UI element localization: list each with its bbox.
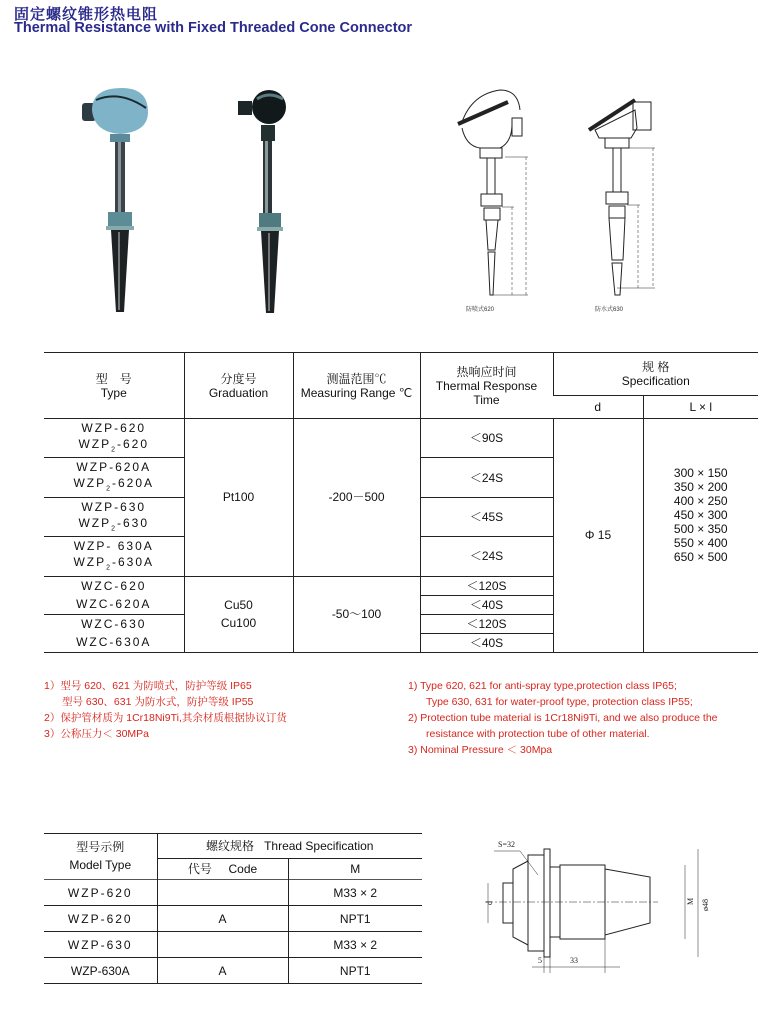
note-cn-1b: 型号 630、631 为防水式，防护等级 IP55 xyxy=(62,696,254,708)
product-photo-620 xyxy=(80,80,160,315)
type-cell: WZC-630A xyxy=(76,635,152,650)
m-cell: M33 × 2 xyxy=(288,932,422,958)
type-cell: $WZP_2-620$ xyxy=(78,437,150,454)
note-cn-3: 3）公称压力＜ 30MPa xyxy=(44,728,150,740)
type-cell: $WZP_2-620A$ xyxy=(73,476,155,493)
response-cell: ＜120S xyxy=(420,614,553,633)
response-cell: ＜90S xyxy=(420,419,553,458)
header-code: 代号 Code xyxy=(157,858,288,880)
m-cell: M33 × 2 xyxy=(288,880,422,906)
note-en-2b: resistance with protection tube of other material. xyxy=(426,728,650,740)
header-model-cn: 型号示例 xyxy=(76,839,125,854)
header-range: 测温范围℃ Measuring Range ℃ xyxy=(293,353,420,419)
type-cell: WZP-620A xyxy=(76,460,152,475)
header-graduation: 分度号 Graduation xyxy=(184,353,293,419)
code-cell xyxy=(157,880,288,906)
type-cell: WZP-630 xyxy=(81,499,147,514)
model-cell: WZP-620 xyxy=(67,911,133,926)
type-cell: WZP-620 xyxy=(81,421,147,435)
code-cell: A xyxy=(157,906,288,932)
m-cell: NPT1 xyxy=(288,906,422,932)
svg-text:S=32: S=32 xyxy=(498,840,515,849)
type-cell: WZC-620 xyxy=(81,578,147,593)
model-cell: WZP-620 xyxy=(67,885,133,900)
model-cell: WZP-630A xyxy=(70,963,130,978)
header-type: 型 号 Type xyxy=(95,371,132,400)
range-pt100: -200－500 xyxy=(293,419,420,577)
d-value: Φ 15 xyxy=(553,419,643,653)
connector-drawing xyxy=(480,835,720,975)
title-english: Thermal Resistance with Fixed Threaded Cone Connector xyxy=(14,20,413,36)
type-cell: WZC-620A xyxy=(76,597,152,612)
graduation-pt100: Pt100 xyxy=(184,419,293,577)
header-model-en: Model Type xyxy=(69,858,132,872)
title-chinese: 固定螺纹锥形热电阻 xyxy=(14,6,159,23)
response-cell: ＜24S xyxy=(420,458,553,497)
note-cn-1: 1）型号 620、621 为防喷式，防护等级 IP65 xyxy=(44,680,252,692)
drawing-630 xyxy=(585,80,665,300)
code-cell xyxy=(157,932,288,958)
header-m: M xyxy=(288,858,422,880)
note-en-3: 3) Nominal Pressure ＜ 30Mpa xyxy=(408,744,553,756)
graduation-cu: Cu50 Cu100 xyxy=(184,576,293,652)
type-cell: $WZP_2-630A$ xyxy=(73,555,155,572)
response-cell: ＜24S xyxy=(420,537,553,576)
header-Ll: L × l xyxy=(643,396,758,419)
drawing-620-caption: 防喷式620 xyxy=(466,307,495,313)
response-cell: ＜120S xyxy=(420,576,553,595)
product-photo-630 xyxy=(235,85,295,315)
note-en-1b: Type 630, 631 for water-proof type, protection class IP55; xyxy=(426,696,693,708)
svg-text:5: 5 xyxy=(538,956,542,965)
response-cell: ＜40S xyxy=(420,633,553,652)
drawing-630-caption: 防水式630 xyxy=(595,307,624,313)
thread-table xyxy=(44,833,422,984)
model-cell: WZP-630 xyxy=(67,937,133,952)
header-response: 热响应时间 Thermal Response Time xyxy=(420,353,553,419)
note-cn-2: 2）保护管材质为 1Cr18Ni9Ti,其余材质根据协议订货 xyxy=(44,712,287,724)
code-cell: A xyxy=(157,958,288,984)
response-cell: ＜40S xyxy=(420,595,553,614)
svg-text:M: M xyxy=(686,897,695,905)
range-cu: -50～100 xyxy=(293,576,420,652)
m-cell: NPT1 xyxy=(288,958,422,984)
type-cell: WZC-630 xyxy=(81,616,147,631)
response-cell: ＜45S xyxy=(420,497,553,536)
type-cell: $WZP_2-630$ xyxy=(78,515,150,533)
note-en-1: 1) Type 620, 621 for anti-spray type,protection class IP65; xyxy=(408,680,677,692)
svg-text:d: d xyxy=(485,901,494,905)
header-spec: 规 格 Specification xyxy=(553,353,758,396)
drawing-620 xyxy=(450,80,530,300)
Ll-values: 300 × 150 350 × 200 400 × 250 450 × 300 500 × 350 550 × 400 650 × 500 xyxy=(643,419,758,653)
header-d: d xyxy=(594,400,602,414)
spec-table xyxy=(44,352,758,653)
header-thread: 螺纹规格 Thread Specification xyxy=(157,834,422,859)
note-en-2: 2) Protection tube material is 1Cr18Ni9Ti, and we also produce the xyxy=(408,712,718,724)
svg-text:ø48: ø48 xyxy=(701,899,710,911)
svg-text:33: 33 xyxy=(570,956,578,965)
type-cell: WZP- 630A xyxy=(73,539,154,554)
